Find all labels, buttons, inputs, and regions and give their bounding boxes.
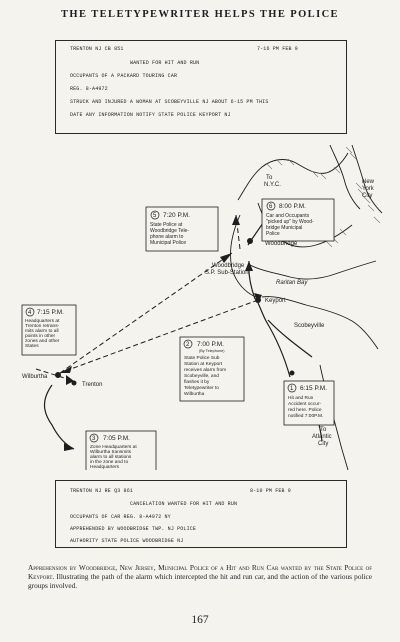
- label-substation: Woodbridge: [212, 263, 245, 269]
- event-line: States: [25, 344, 39, 349]
- event-number: 1: [290, 386, 294, 392]
- label-new-york-2: York: [362, 186, 374, 192]
- event-line: Hit and Run: [288, 396, 314, 401]
- event-line: receives alarm from: [184, 368, 227, 373]
- event-number: 4: [28, 310, 32, 316]
- event-line: Headquarters at: [25, 319, 60, 324]
- town-dot-scobeyville: [290, 371, 295, 376]
- label-to-ac-2: Atlantic: [312, 434, 332, 440]
- label-new-york-3: City: [362, 193, 373, 199]
- town-dot-woodbridge: [247, 238, 253, 244]
- event-line: bridge Municipal: [266, 225, 303, 231]
- label-wilburtha: Wilburtha: [22, 374, 48, 380]
- figure-caption: [28, 563, 372, 590]
- town-dot-trenton: [72, 381, 77, 386]
- label-raritan-bay: Raritan Bay: [276, 280, 308, 286]
- event-time: 7:15 P.M.: [37, 309, 64, 316]
- event-line: Teletypewriter to: [184, 386, 219, 391]
- event-line: Municipal Police: [150, 240, 187, 246]
- route-trenton-wilburtha: [45, 385, 75, 449]
- teletype-cancelation-message: [55, 480, 347, 548]
- event-time: 7:05 P.M.: [103, 435, 130, 442]
- label-scobeyville: Scobeyville: [294, 323, 325, 329]
- event-line: zones and other: [25, 339, 60, 344]
- event-line: mits alarm to all: [25, 329, 59, 334]
- event-time: 7:00 P.M.: [197, 341, 224, 348]
- tt-line: DATE ANY INFORMATION NOTIFY STATE POLICE KEYPORT NJ: [70, 112, 231, 118]
- teletype-alarm-message: [55, 40, 347, 134]
- town-dot-wilburtha: [55, 372, 61, 378]
- page-number: 167: [191, 614, 209, 626]
- event-line: Station at Keyport: [184, 362, 223, 367]
- event-number: 3: [92, 436, 96, 442]
- event-line: phone alarm to: [150, 234, 184, 240]
- event-line: State Police Sub: [184, 356, 220, 361]
- event-time: 6:15 P.M.: [300, 385, 327, 392]
- tt-line: STRUCK AND INJURED A WOMAN AT SCOBEYVILLE NJ ABOUT 6-15 PM THIS: [70, 99, 269, 105]
- event-number: 2: [186, 342, 190, 348]
- event-subtitle: (By Telephone): [199, 349, 225, 353]
- event-line: flashes it by: [184, 380, 210, 385]
- label-woodbridge: Woodbridge: [265, 241, 298, 247]
- label-keyport: Keyport: [265, 298, 286, 304]
- event-time: 7:20 P.M.: [163, 212, 190, 219]
- tt-line: APPREHENDED BY WOODBRIDGE TWP. NJ POLICE: [70, 526, 197, 532]
- event-line: Woodbridge Tele-: [150, 228, 190, 234]
- event-line: Wilburtha: [184, 392, 205, 397]
- alarm-path-map: [0, 145, 400, 470]
- event-line: Wilburtha transmits: [90, 450, 132, 455]
- tt-header-left: TRENTON NJ RE Q3 861: [70, 488, 134, 494]
- label-to-ac: To: [320, 427, 327, 433]
- river-inland: [230, 215, 256, 297]
- label-substation-2: S.P. Sub-Station: [205, 270, 249, 276]
- coastline-north: [238, 153, 348, 200]
- caption-body: Illustrating the path of the alarm which intercepted the hit and run car, and the action of the various police groups involved.: [28, 572, 372, 591]
- label-to-nyc: To: [266, 175, 273, 181]
- event-line: points in other: [25, 334, 56, 339]
- tt-subject: CANCELATION WANTED FOR HIT AND RUN: [130, 501, 238, 507]
- event-line: Trenton retrans-: [25, 324, 60, 329]
- event-line: in the zone and to: [90, 460, 129, 465]
- event-line: Zone Headquarters at: [90, 445, 137, 450]
- event-line: notified 7:00P.M.: [288, 414, 324, 419]
- route-scobeyville-keyport: [258, 303, 290, 377]
- event-line: alarm to all stations: [90, 455, 132, 460]
- event-line: Police: [266, 231, 280, 237]
- tt-line: OCCUPANTS OF CAR REG. 8-A4972 NY: [70, 514, 171, 520]
- event-line: Car and Occupants: [266, 213, 310, 219]
- caption-title: Apprehension by Woodbridge, New Jersey, Municipal Police of a Hit and Run Car wanted by the State Police of Keyport.: [28, 563, 372, 582]
- arrowhead: [60, 366, 72, 373]
- label-to-nyc-2: N.Y.C.: [264, 182, 281, 188]
- tt-line: REG. 8-A4972: [70, 86, 108, 92]
- event-line: Headquarters: [90, 465, 120, 470]
- town-dot-keyport: [255, 297, 261, 303]
- tt-line: AUTHORITY STATE POLICE WOODBRIDGE NJ: [70, 538, 184, 544]
- event-number: 6: [269, 204, 273, 210]
- arrowhead: [64, 443, 74, 451]
- label-to-ac-3: City: [318, 441, 329, 447]
- tt-header-right: 8-10 PM FEB 9: [250, 488, 291, 494]
- event-line: Accident occur-: [288, 402, 322, 407]
- arrowhead: [232, 215, 240, 225]
- event-line: "picked up" by Wood-: [266, 219, 314, 225]
- tt-header-right: 7-16 PM FEB 9: [257, 46, 298, 52]
- event-line: red here. Police: [288, 408, 322, 413]
- raritan-bay-shore: [250, 261, 376, 279]
- event-line: State Police at: [150, 222, 183, 228]
- tt-line: OCCUPANTS OF A PACKARD TOURING CAR: [70, 73, 178, 79]
- event-time: 8:00 P.M.: [279, 203, 306, 210]
- tt-subject: WANTED FOR HIT AND RUN: [130, 60, 200, 66]
- label-new-york: New: [362, 179, 375, 185]
- event-number: 5: [153, 213, 157, 219]
- tt-header-left: TRENTON NJ CB 851: [70, 46, 124, 52]
- label-trenton: Trenton: [82, 382, 103, 388]
- event-line: Scobeyville, and: [184, 374, 219, 379]
- running-header: THE TELETYPEWRITER HELPS THE POLICE: [61, 9, 339, 20]
